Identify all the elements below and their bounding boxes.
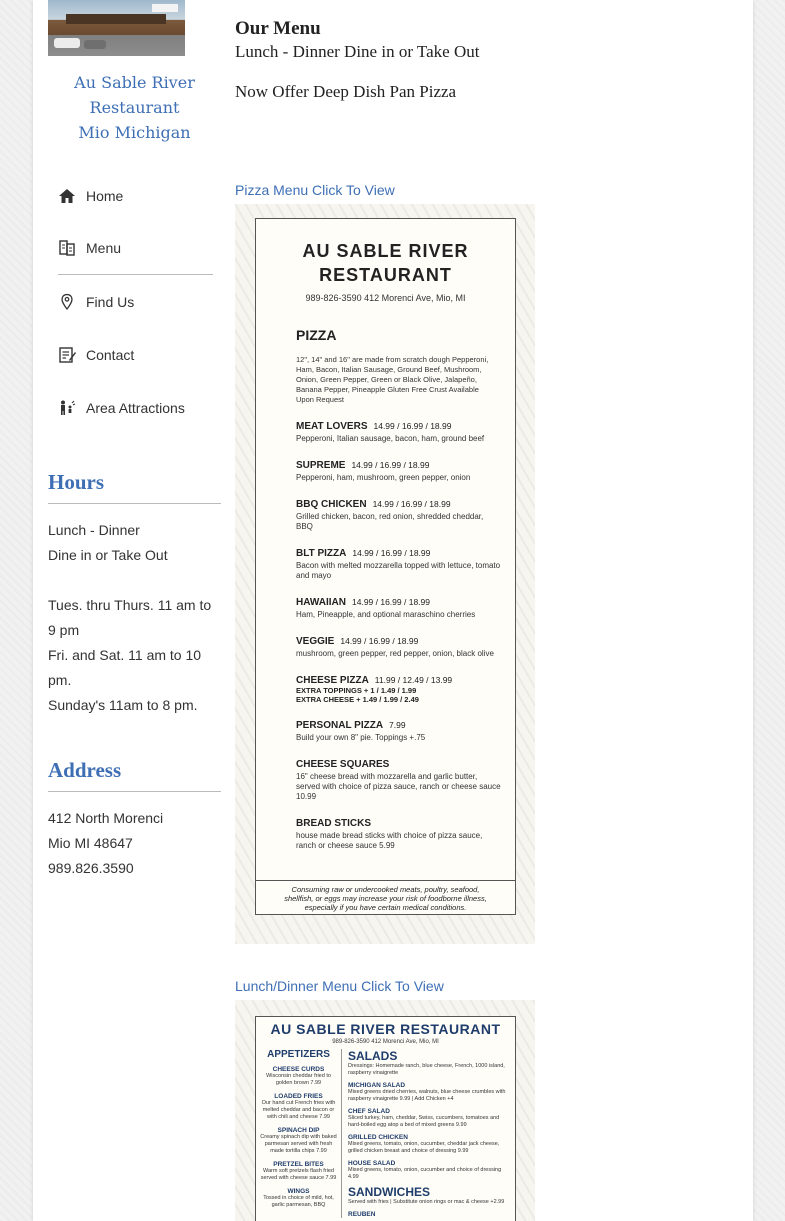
address-text: [48, 806, 221, 881]
nav-label-home: Home: [86, 187, 124, 204]
menu-item: [296, 421, 501, 444]
menu-item-desc: Build your own 8" pie. Toppings +.75: [296, 733, 426, 742]
menu-item-name: VEGGIE: [296, 636, 335, 647]
salads-heading: SALADS: [348, 1049, 398, 1063]
contact-form-icon: [58, 346, 86, 364]
nav-item-home[interactable]: [58, 169, 213, 222]
menu-item-name: CHEF SALAD: [348, 1108, 390, 1115]
address-phone: 989.826.3590: [48, 860, 134, 876]
menu-item-desc: Mixed greens dried cherries, walnuts, blue cheese crumbles with raspberry vinaigrette 9.99 | Add Chicken +4: [348, 1089, 506, 1102]
address-section: [48, 758, 221, 881]
appetizers-column: [256, 1049, 342, 1218]
page-subtitle: Lunch - Dinner Dine in or Take Out: [235, 42, 480, 61]
menu-item-name: BLT PIZZA: [296, 548, 347, 559]
menu-item-price: 14.99 / 16.99 / 18.99: [351, 460, 430, 470]
menu-item-name: SPINACH DIP: [277, 1127, 320, 1134]
menu-item: [296, 675, 501, 704]
page-container: [33, 0, 753, 1221]
menu-item-name: CHEESE CURDS: [272, 1066, 325, 1073]
menu-item-desc: 16" cheese bread with mozzarella and garlic butter, served with choice of pizza sauce, ranch or cheese sauce 10.99: [296, 772, 501, 801]
map-pin-icon: [58, 293, 86, 311]
menu-item: [296, 720, 501, 743]
menu-item-desc: Creamy spinach dip with baked parmesan served with fresh made tortilla chips 7.99: [260, 1134, 337, 1154]
menu-item-price: 14.99 / 16.99 / 18.99: [352, 597, 430, 607]
sandwiches-heading: SANDWICHES: [348, 1185, 431, 1199]
menu-item-name: PERSONAL PIZZA: [296, 720, 384, 731]
main-content: [235, 18, 735, 1221]
menu-item-price: 7.99: [389, 720, 406, 730]
brand-line-1: Au Sable River: [74, 73, 195, 92]
hours-line: Lunch - Dinner: [48, 522, 140, 538]
pizza-menu-title-line-2: RESTAURANT: [319, 265, 452, 285]
restaurant-logo-image[interactable]: [48, 0, 185, 56]
nav-item-find-us[interactable]: [58, 275, 213, 328]
address-heading: Address: [48, 758, 221, 792]
lunch-dinner-menu-link[interactable]: Lunch/Dinner Menu Click To View: [235, 978, 444, 994]
brand-line-2: Restaurant: [89, 98, 180, 117]
menu-item-name: HOUSE SALAD: [348, 1160, 396, 1167]
hours-line: Fri. and Sat. 11 am to 10 pm.: [48, 647, 202, 688]
menu-item-desc: Mixed greens, tomato, onion, cucumber and choice of dressing 4.99: [348, 1167, 502, 1180]
nav-label-contact: Contact: [86, 346, 135, 363]
hours-line: Tues. thru Thurs. 11 am to 9 pm: [48, 597, 212, 638]
lunch-menu-contact: 989-826-3590 412 Morenci Ave, Mio, MI: [332, 1039, 439, 1045]
menu-item-desc: Pepperoni, Italian sausage, bacon, ham, ground beef: [296, 434, 485, 443]
nav-item-area-attractions[interactable]: [58, 381, 213, 434]
menu-item-name: HAWAIIAN: [296, 597, 346, 608]
menu-item-name: CHEESE PIZZA: [296, 675, 369, 686]
lunch-menu-columns: [256, 1049, 515, 1218]
menu-item-name: MICHIGAN SALAD: [348, 1082, 406, 1089]
menu-item-price: 14.99 / 16.99 / 18.99: [352, 548, 431, 558]
nav-item-menu[interactable]: [58, 222, 213, 275]
pizza-menu-contact: 989-826-3590 412 Morenci Ave, Mio, MI: [305, 293, 466, 303]
sidebar: [48, 0, 221, 881]
menu-item-desc: Bacon with melted mozzarella topped with lettuce, tomato and mayo: [296, 561, 501, 580]
food-safety-notice: Consuming raw or undercooked meats, poultry, seafood, shellfish, or eggs may increase your risk of foodborne illness, especially if you have certain medical conditions.: [256, 880, 515, 914]
hours-text: [48, 518, 221, 718]
pizza-section-heading: PIZZA: [296, 327, 337, 343]
menu-item: [296, 818, 501, 851]
nav-label-menu: Menu: [86, 240, 122, 256]
page-title: Our Menu: [235, 18, 321, 39]
menu-item-price: 11.99 / 12.49 / 13.99: [374, 675, 453, 685]
menu-item-desc: Tossed in choice of mild, hot, garlic parmesan, BBQ: [263, 1195, 334, 1208]
menu-item-name: GRILLED CHICKEN: [348, 1134, 408, 1141]
menu-item: [296, 759, 501, 802]
hours-line-blank: [48, 568, 221, 593]
menu-item-desc: mushroom, green pepper, red pepper, onion, black olive: [296, 649, 494, 658]
menu-item-price: 14.99 / 16.99 / 18.99: [373, 421, 452, 431]
menu-item-price: 14.99 / 16.99 / 18.99: [372, 499, 451, 509]
menu-item-name: CHEESE SQUARES: [296, 759, 390, 770]
menu-item-desc: Warm soft pretzels flash fried served with cheese sauce 7.99: [260, 1168, 337, 1181]
menu-book-icon: [58, 239, 86, 257]
menu-item: [296, 548, 501, 581]
hours-heading: Hours: [48, 470, 221, 504]
menu-item: [296, 597, 501, 620]
menu-item-name: LOADED FRIES: [274, 1093, 323, 1100]
lunch-dinner-menu-card: [255, 1016, 516, 1221]
family-icon: [58, 399, 86, 417]
pizza-menu-title-line-1: AU SABLE RIVER: [302, 241, 469, 261]
menu-item-extra-toppings: EXTRA TOPPINGS + 1 / 1.49 / 1.99: [296, 686, 417, 695]
menu-item-desc: Sliced turkey, ham, cheddar, Swiss, cucumbers, tomatoes and hard-boiled egg atop a bed of mixed greens 9.99: [348, 1115, 500, 1128]
pizza-menu-link[interactable]: Pizza Menu Click To View: [235, 182, 395, 198]
brand-line-3: Mio Michigan: [78, 123, 191, 142]
menu-item-price: 14.99 / 16.99 / 18.99: [340, 636, 419, 646]
pizza-menu-image[interactable]: [235, 204, 535, 944]
nav-label-find-us: Find Us: [86, 293, 135, 310]
menu-item: [296, 636, 501, 659]
menu-item-name: MEAT LOVERS: [296, 421, 368, 432]
hours-line: Sunday's 11am to 8 pm.: [48, 697, 198, 713]
hours-line: Dine in or Take Out: [48, 547, 168, 563]
hours-section: [48, 470, 221, 718]
nav-label-area-attractions: Area Attractions: [86, 399, 185, 416]
menu-item-extra-cheese: EXTRA CHEESE + 1.49 / 1.99 / 2.49: [296, 695, 419, 704]
menu-item-desc: Pepperoni, ham, mushroom, green pepper, onion: [296, 473, 471, 482]
menu-item-name: REUBEN: [348, 1211, 376, 1218]
menu-item-name: PRETZEL BITES: [273, 1161, 324, 1168]
menu-item-desc: house made bread sticks with choice of pizza sauce, ranch or cheese sauce 5.99: [296, 831, 483, 850]
salads-intro: Dressings: Homemade ranch, blue cheese, French, 1000 island, raspberry vinaigrette: [348, 1063, 505, 1076]
lunch-menu-title: AU SABLE RIVER RESTAURANT: [270, 1021, 501, 1037]
menu-item-name: SUPREME: [296, 460, 346, 471]
appetizers-heading: APPETIZERS: [267, 1049, 330, 1060]
lunch-dinner-menu-image[interactable]: [235, 1000, 535, 1221]
brand-name[interactable]: [48, 70, 221, 145]
main-nav: [58, 169, 213, 434]
menu-item-name: WINGS: [287, 1188, 310, 1195]
menu-item-desc: Ham, Pineapple, and optional maraschino cherries: [296, 610, 476, 619]
menu-item-desc: Grilled chicken, bacon, red onion, shredded cheddar, BBQ: [296, 512, 484, 531]
nav-item-contact[interactable]: [58, 328, 213, 381]
menu-item: [296, 460, 501, 483]
pizza-menu-title: [256, 239, 515, 287]
menu-item-desc: Mixed greens, tomato, onion, cucumber, cheddar jack cheese, grilled chicken breast and choice of dressing 9.99: [348, 1141, 500, 1154]
salads-column: [342, 1049, 515, 1218]
menu-item-desc: Our hand cut French fries with melted cheddar and bacon or with chili and cheese 7.99: [261, 1100, 336, 1120]
pizza-menu-card: [255, 218, 516, 915]
pizza-intro: 12", 14" and 16" are made from scratch dough Pepperoni, Ham, Bacon, Italian Sausage, Ground Beef, Mushroom, Onion, Green Pepper, Green or Black Olive, Jalapeño, Banana Pepper, Pineapple Gluten Free Crust Available Upon Request: [296, 355, 489, 404]
address-street: 412 North Morenci: [48, 810, 164, 826]
menu-item-name: BBQ CHICKEN: [296, 499, 367, 510]
sandwiches-intro: Served with fries | Substitute onion rings or mac & cheese +2.99: [348, 1199, 505, 1205]
deep-dish-offer: Now Offer Deep Dish Pan Pizza: [235, 82, 457, 101]
menu-item-name: BREAD STICKS: [296, 818, 372, 829]
menu-item-desc: Wisconsin cheddar fried to golden brown 7.99: [266, 1073, 331, 1086]
address-city: Mio MI 48647: [48, 835, 133, 851]
home-icon: [58, 187, 86, 205]
menu-item: [296, 499, 501, 532]
